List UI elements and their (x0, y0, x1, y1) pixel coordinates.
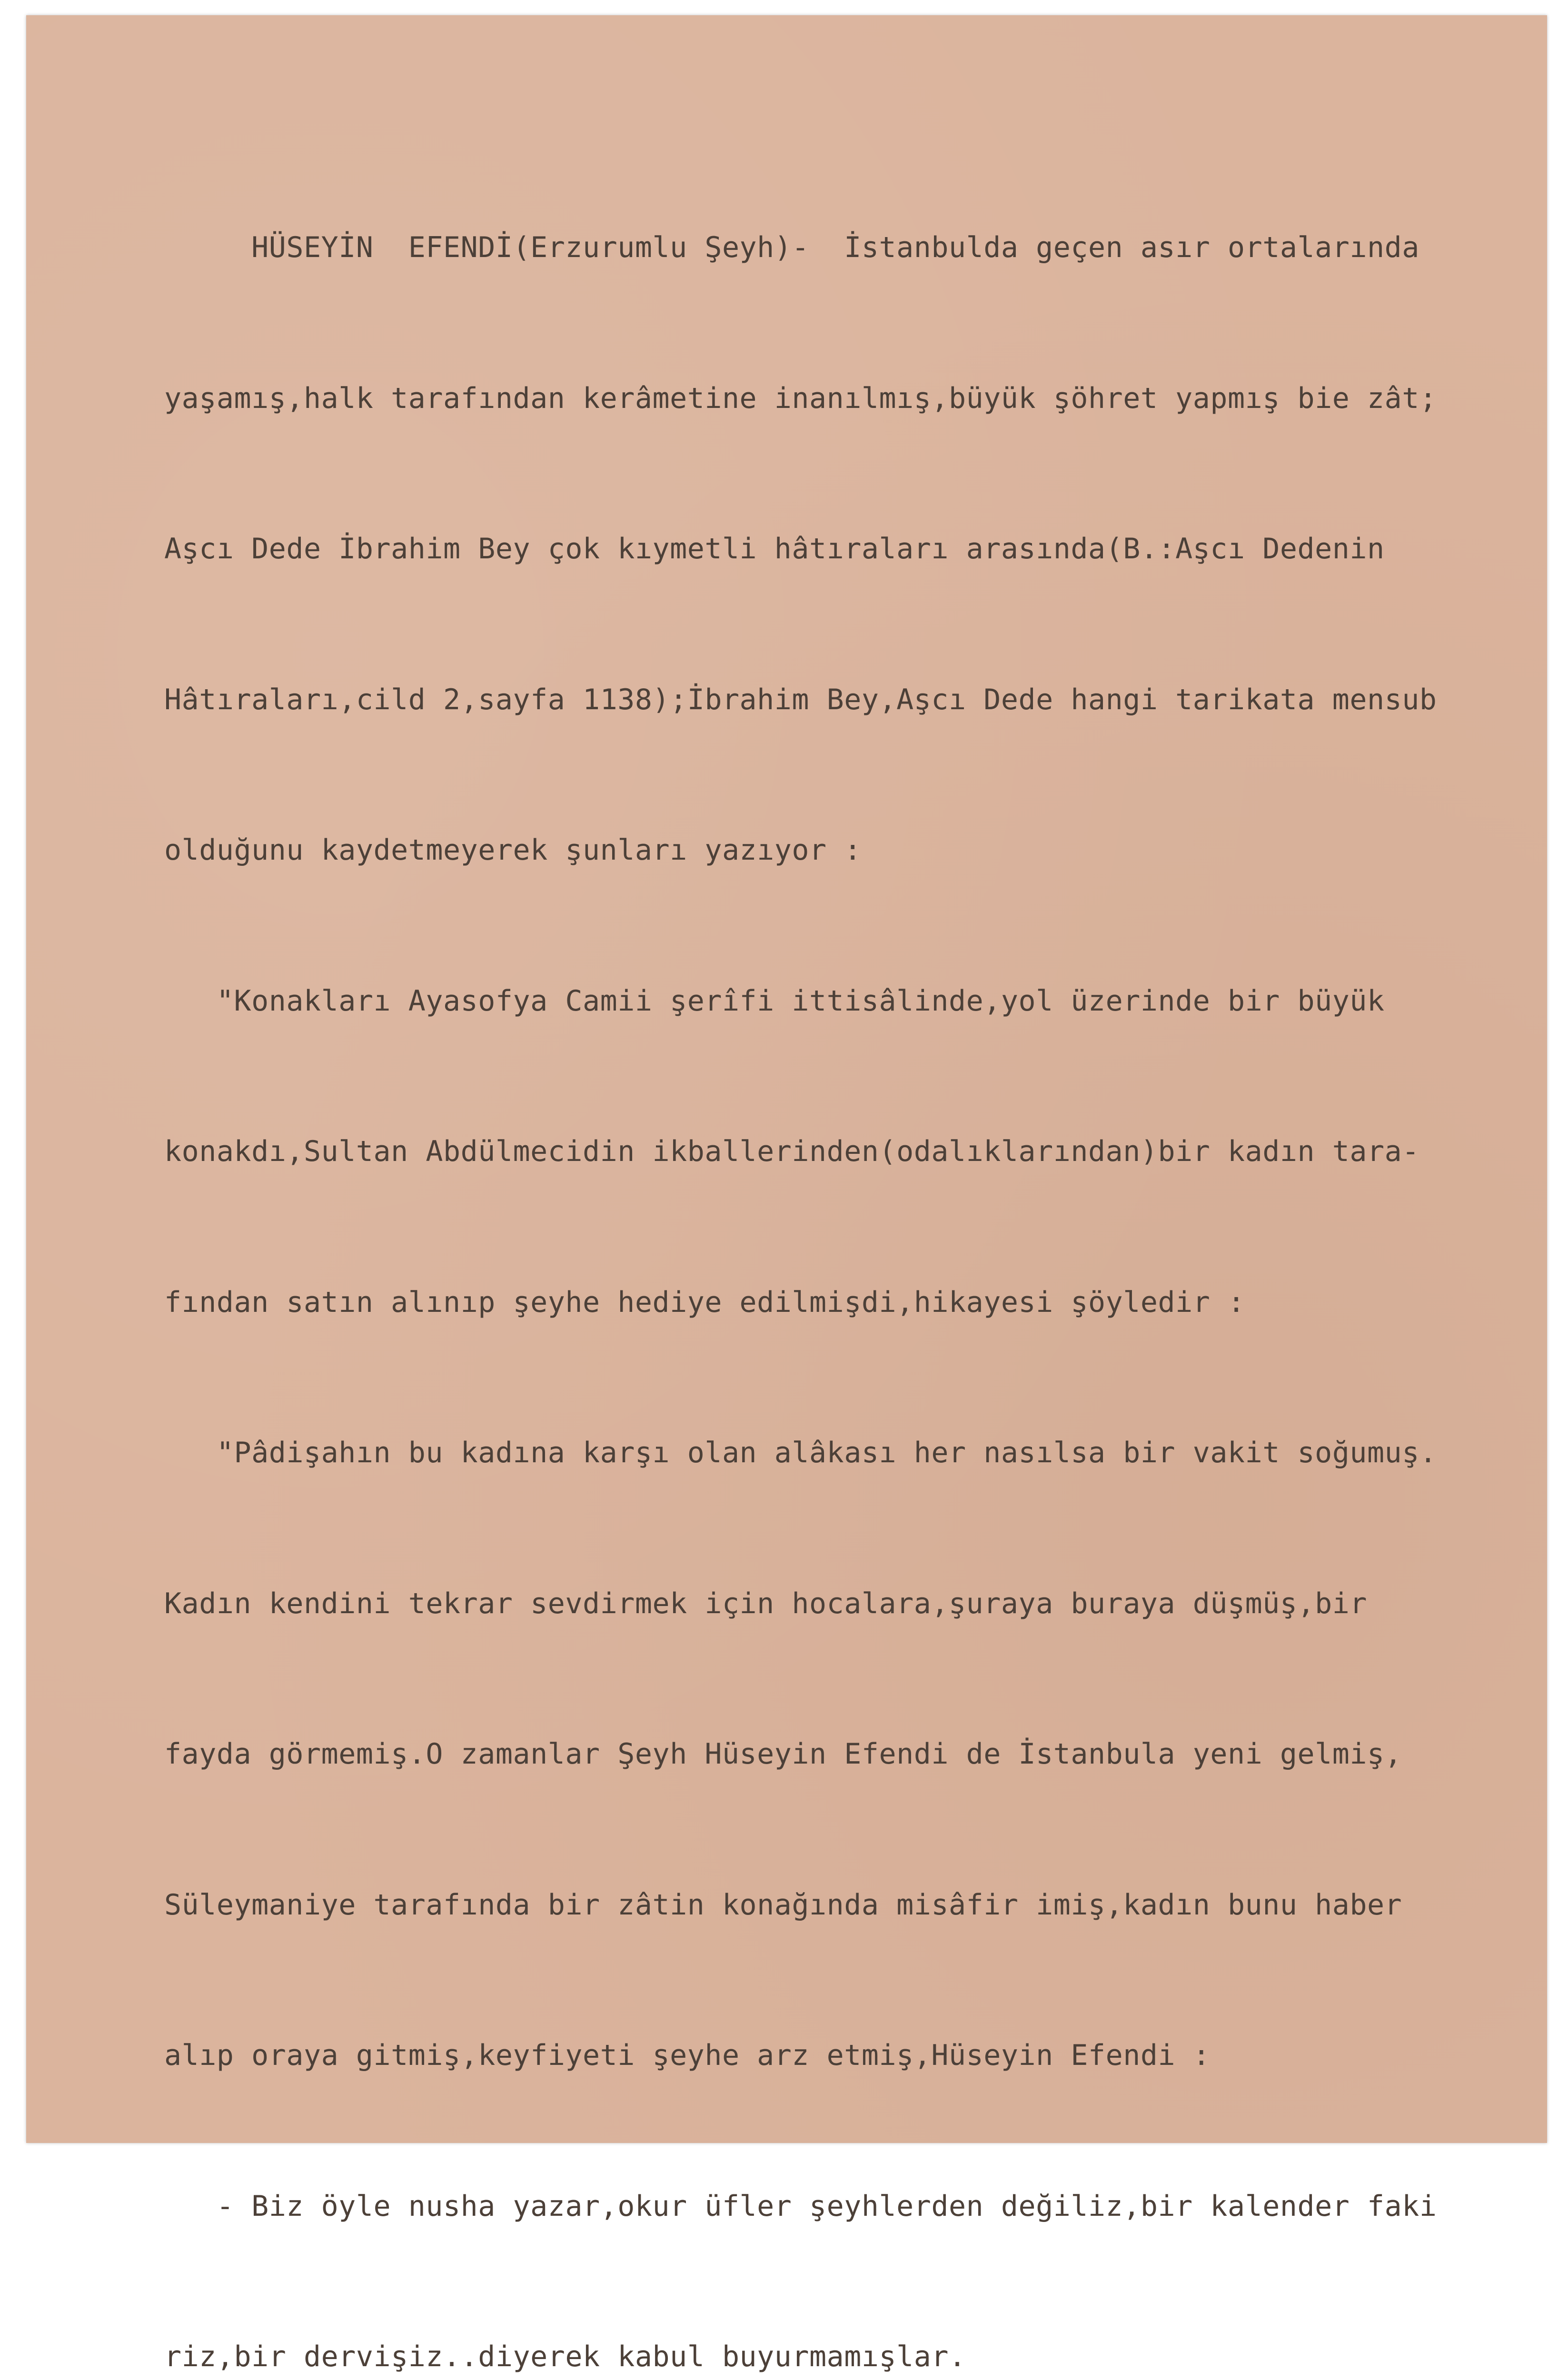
text-line: alıp oraya gitmiş,keyfiyeti şeyhe arz etmiş,Hüseyin Efendi : (164, 2039, 1211, 2072)
text-line: Süleymaniye tarafında bir zâtin konağında misâfir imiş,kadın bunu haber (164, 1888, 1402, 1922)
text-line: fayda görmemiş.O zamanlar Şeyh Hüseyin Efendi de İstanbula yeni gelmiş, (164, 1737, 1402, 1771)
text-line: riz,bir dervişiz..diyerek kabul buyurmamışlar. (164, 2340, 966, 2373)
typewritten-text (164, 122, 1545, 2380)
text-line: "Konakları Ayasofya Camii şerîfi ittisâlinde,yol üzerinde bir büyük (164, 984, 1385, 1018)
text-line: fından satın alınıp şeyhe hediye edilmişdi,hikayesi şöyledir : (164, 1285, 1245, 1319)
text-line: konakdı,Sultan Abdülmecidin ikballerinden(odalıklarından)bir kadın tara- (164, 1135, 1419, 1168)
text-line: - Biz öyle nusha yazar,okur üfler şeyhlerden değiliz,bir kalender faki (164, 2189, 1437, 2223)
text-line: yaşamış,halk tarafından kerâmetine inanılmış,büyük şöhret yapmış bie zât; (164, 381, 1437, 415)
text-line: olduğunu kaydetmeyerek şunları yazıyor : (164, 833, 862, 867)
text-line: HÜSEYİN EFENDİ(Erzurumlu Şeyh)- İstanbulda geçen asır ortalarında (164, 231, 1419, 264)
text-line: Hâtıraları,cild 2,sayfa 1138);İbrahim Bey,Aşcı Dede hangi tarikata mensub (164, 683, 1437, 716)
paper-sheet (26, 15, 1547, 2373)
text-line: Aşcı Dede İbrahim Bey çok kıymetli hâtıraları arasında(B.:Aşcı Dedenin (164, 532, 1385, 565)
text-line: "Pâdişahın bu kadına karşı olan alâkası her nasılsa bir vakit soğumuş. (164, 1436, 1437, 1469)
text-line: Kadın kendini tekrar sevdirmek için hocalara,şuraya buraya düşmüş,bir (164, 1587, 1367, 1620)
